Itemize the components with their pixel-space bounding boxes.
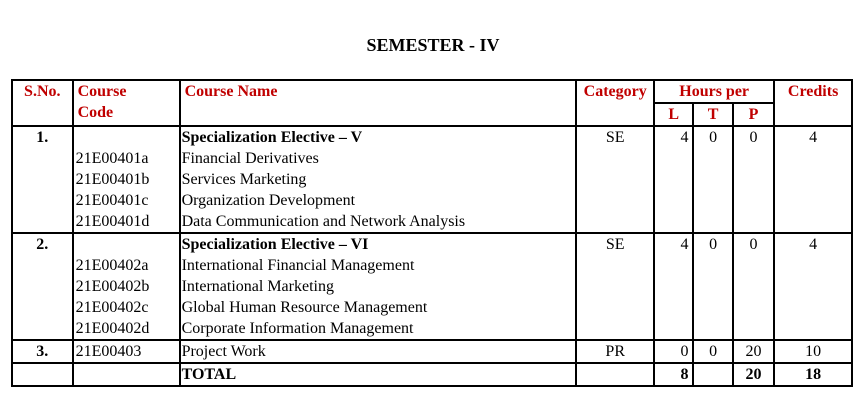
total-l: 8 xyxy=(654,363,693,386)
course-code: 21E00402c xyxy=(75,299,149,316)
course-code: 21E00402d xyxy=(75,320,150,337)
course-code: 21E00402a xyxy=(75,257,149,274)
course-name: International Marketing xyxy=(181,278,334,295)
course-name: International Financial Management xyxy=(181,257,415,274)
row-names xyxy=(180,126,577,233)
row-p: 0 xyxy=(733,126,774,233)
total-sno xyxy=(12,363,73,386)
row-category: SE xyxy=(576,233,654,340)
header-course-code-line2: Code xyxy=(77,104,114,121)
row-names xyxy=(180,233,577,340)
row-codes xyxy=(73,126,180,233)
header-course-name: Course Name xyxy=(180,80,577,126)
header-t: T xyxy=(693,103,732,126)
row-credits: 10 xyxy=(774,340,852,363)
row-p: 20 xyxy=(733,340,774,363)
table-row xyxy=(12,233,852,340)
row-t: 0 xyxy=(693,233,732,340)
row-sno: 2. xyxy=(12,233,73,340)
course-name: Data Communication and Network Analysis xyxy=(181,213,466,230)
header-sno: S.No. xyxy=(12,80,73,126)
course-table xyxy=(11,79,853,387)
course-code: 21E00402b xyxy=(75,278,150,295)
course-code: 21E00401a xyxy=(75,150,149,167)
row-l: 4 xyxy=(654,233,693,340)
course-code: 21E00403 xyxy=(73,340,180,363)
total-row xyxy=(12,363,852,386)
course-code: 21E00401c xyxy=(75,192,149,209)
course-code: 21E00401b xyxy=(75,171,150,188)
elective-heading: Specialization Elective – VI xyxy=(181,236,369,253)
row-sno: 3. xyxy=(12,340,73,363)
course-code: 21E00401d xyxy=(75,213,150,230)
course-name: Corporate Information Management xyxy=(181,320,414,337)
row-t: 0 xyxy=(693,340,732,363)
course-name: Organization Development xyxy=(181,192,356,209)
total-label: TOTAL xyxy=(180,363,577,386)
row-sno: 1. xyxy=(12,126,73,233)
course-name: Services Marketing xyxy=(181,171,307,188)
table-row xyxy=(12,126,852,233)
table-row xyxy=(12,340,852,363)
course-name: Project Work xyxy=(180,340,577,363)
row-l: 4 xyxy=(654,126,693,233)
elective-heading: Specialization Elective – V xyxy=(181,129,363,146)
row-credits: 4 xyxy=(774,126,852,233)
header-row xyxy=(12,80,852,103)
total-p: 20 xyxy=(733,363,774,386)
course-name: Global Human Resource Management xyxy=(181,299,428,316)
header-l: L xyxy=(654,103,693,126)
row-credits: 4 xyxy=(774,233,852,340)
total-credits: 18 xyxy=(774,363,852,386)
header-credits: Credits xyxy=(774,80,852,126)
page-title: SEMESTER - IV xyxy=(366,35,500,55)
header-course-code xyxy=(73,80,180,126)
row-p: 0 xyxy=(733,233,774,340)
total-code xyxy=(73,363,180,386)
row-category: SE xyxy=(576,126,654,233)
course-name: Financial Derivatives xyxy=(181,150,319,167)
total-category xyxy=(576,363,654,386)
header-category: Category xyxy=(576,80,654,126)
row-category: PR xyxy=(576,340,654,363)
row-codes xyxy=(73,233,180,340)
header-p: P xyxy=(733,103,774,126)
row-l: 0 xyxy=(654,340,693,363)
row-t: 0 xyxy=(693,126,732,233)
header-hours-per: Hours per xyxy=(654,80,774,103)
header-course-code-line1: Course xyxy=(77,83,127,100)
total-t xyxy=(693,363,732,386)
